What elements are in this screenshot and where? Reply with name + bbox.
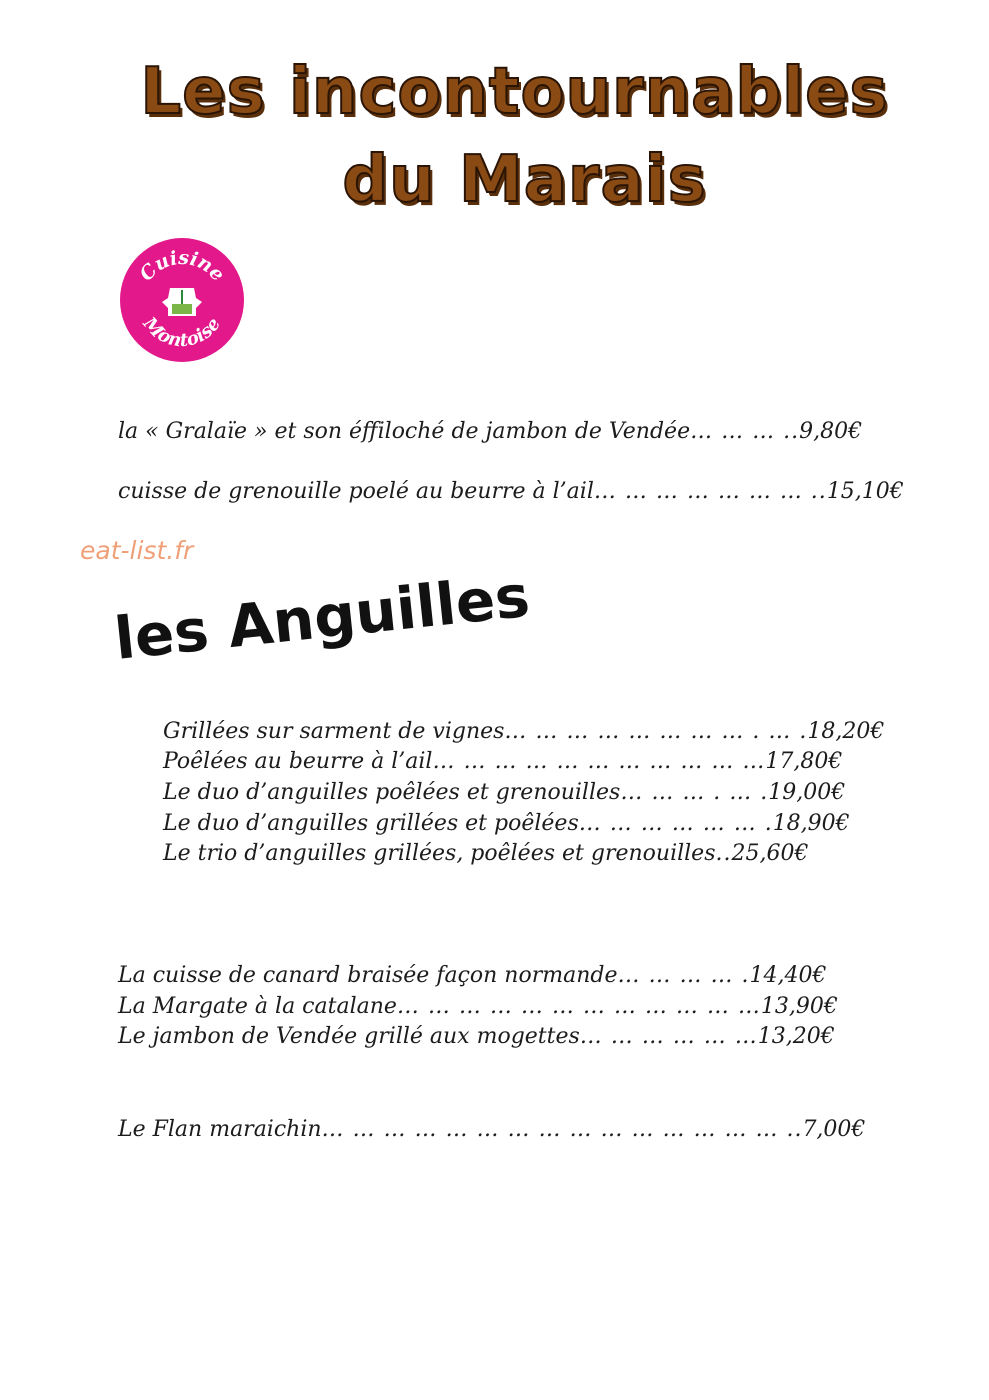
logo-text-top: Cuisine: [135, 246, 229, 286]
item-price: 14,40€: [749, 963, 827, 988]
menu-item: [118, 1119, 865, 1141]
menu-item: [163, 721, 884, 743]
item-name: Le jambon de Vendée grillé aux mogettes: [118, 1024, 580, 1049]
menu-item: [118, 996, 838, 1018]
menu-item: [118, 421, 862, 443]
cuisine-montoise-logo: [120, 238, 244, 362]
menu-item: [163, 813, 850, 835]
item-name: cuisse de grenouille poelé au beurre à l’ail: [118, 479, 594, 504]
item-price: 17,80€: [765, 749, 843, 774]
item-name: Le duo d’anguilles poêlées et grenouilles: [163, 780, 621, 805]
chef-apron-icon: [120, 238, 244, 362]
watermark-text: eat-list.fr: [80, 536, 194, 565]
menu-item: [118, 965, 826, 987]
item-leader-dots: … … … … … … … ..: [593, 479, 827, 504]
item-price: 13,20€: [757, 1024, 835, 1049]
menu-item: [163, 751, 842, 773]
item-leader-dots: … … … … … … … … … … … …: [396, 994, 761, 1019]
item-price: 18,20€: [807, 719, 885, 744]
item-price: 15,10€: [826, 479, 904, 504]
item-leader-dots: … … … . … .: [620, 780, 769, 805]
item-name: La Margate à la catalane: [118, 994, 397, 1019]
item-price: 19,00€: [768, 780, 846, 805]
item-leader-dots: ..: [715, 841, 732, 866]
item-price: 9,80€: [799, 419, 863, 444]
item-leader-dots: … … … … .: [617, 963, 750, 988]
page-title-line-2: du Marais: [342, 143, 707, 217]
item-leader-dots: … … … … … … … … … … … … … … … ..: [321, 1117, 803, 1142]
section-title-anguilles: les Anguilles: [111, 561, 533, 673]
item-name: Le Flan maraichin: [118, 1117, 322, 1142]
item-name: Poêlées au beurre à l’ail: [163, 749, 433, 774]
item-leader-dots: … … … … … … … … … … …: [432, 749, 766, 774]
item-leader-dots: … … … … … …: [579, 1024, 758, 1049]
svg-text:Cuisine: [135, 247, 228, 286]
item-name: Grillées sur sarment de vignes: [163, 719, 505, 744]
item-leader-dots: … … … … … … … … . … .: [504, 719, 808, 744]
item-price: 25,60€: [731, 841, 809, 866]
item-name: Le duo d’anguilles grillées et poêlées: [163, 811, 579, 836]
svg-text:Montoise: [138, 312, 225, 351]
item-leader-dots: … … … ..: [690, 419, 800, 444]
item-price: 18,90€: [772, 811, 850, 836]
page-title-line-1: Les incontournables: [140, 55, 889, 129]
item-price: 13,90€: [760, 994, 838, 1019]
item-name: La cuisse de canard braisée façon normande: [118, 963, 618, 988]
item-name: la « Gralaïe » et son éffiloché de jambon de Vendée: [118, 419, 691, 444]
menu-item: [163, 843, 808, 865]
item-name: Le trio d’anguilles grillées, poêlées et grenouilles: [163, 841, 716, 866]
item-price: 7,00€: [802, 1117, 866, 1142]
logo-text-bottom: Montoise: [138, 313, 225, 352]
menu-item: [163, 782, 845, 804]
item-leader-dots: … … … … … … .: [578, 811, 773, 836]
menu-item: [118, 481, 904, 503]
menu-item: [118, 1026, 835, 1048]
